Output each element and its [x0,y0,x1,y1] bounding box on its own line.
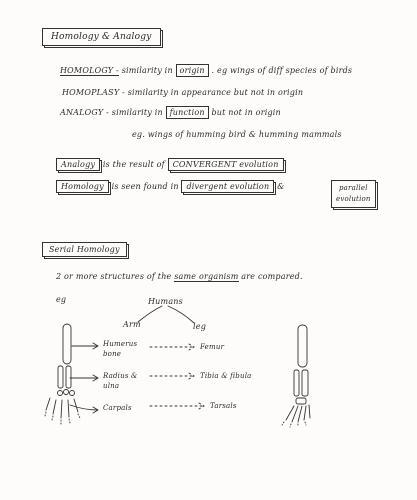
radius-arrow [70,375,98,381]
serial-heading-text: Serial Homology [49,245,120,254]
humerus-arrow [72,343,98,349]
homology-term: HOMOLOGY - [60,66,119,75]
humans-text: Humans [148,297,183,306]
analogy-term: ANALOGY - [60,108,110,117]
analogy-text-a: similarity in [111,108,163,117]
tarsals-text: Tarsals [210,402,237,410]
leg-skeleton-drawing [282,325,310,427]
homoplasy-text: similarity in appearance but not in origin [127,88,304,97]
result-line2-text: is seen found in [111,182,179,191]
tibia-arrow [150,373,194,379]
carpals-arrow [70,405,98,413]
radius-text: Radius & [103,372,138,380]
homology-text-b: . eg wings of diff species of birds [211,66,353,75]
result-line1-text: is the result of [102,160,165,169]
eg-text: eg [56,295,67,304]
analogy-boxed: Analogy [56,158,100,171]
homology-boxed: Homology [56,180,109,193]
branch-arm-line [138,306,162,322]
femur-text: Femur [200,343,225,351]
leg-text: leg [193,322,207,331]
carpals-text: Carpals [103,404,132,412]
statement-a: 2 or more structures of the [56,272,172,281]
analogy-boxed-function: function [166,106,209,119]
divergent-boxed: divergent evolution [181,180,274,193]
bone-text: bone [103,350,122,358]
humerus-text: Humerus [103,340,138,348]
analogy-text-b: but not in origin [211,108,281,117]
evolution-text: evolution [336,195,371,203]
ulna-text: ulna [103,382,120,390]
homology-boxed-origin: origin [176,64,209,77]
convergent-boxed: CONVERGENT evolution [168,158,284,171]
tarsals-arrow [150,403,204,409]
arm-text: Arm [123,320,141,329]
statement-underlined: same organism [174,272,239,281]
title-text: Homology & Analogy [51,32,152,42]
statement-b: are compared. [241,272,303,281]
homoplasy-term: HOMOPLASY - [62,88,125,97]
branch-leg-line [168,306,194,323]
analogy-example-text: eg. wings of humming bird & humming mammals [132,130,342,139]
femur-arrow [150,344,194,350]
tibia-text: Tibia & fibula [200,372,252,380]
parallel-text: parallel [339,184,368,192]
ampersand: & [277,182,285,191]
arm-skeleton-drawing [45,324,80,424]
homology-text-a: similarity in [121,66,173,75]
